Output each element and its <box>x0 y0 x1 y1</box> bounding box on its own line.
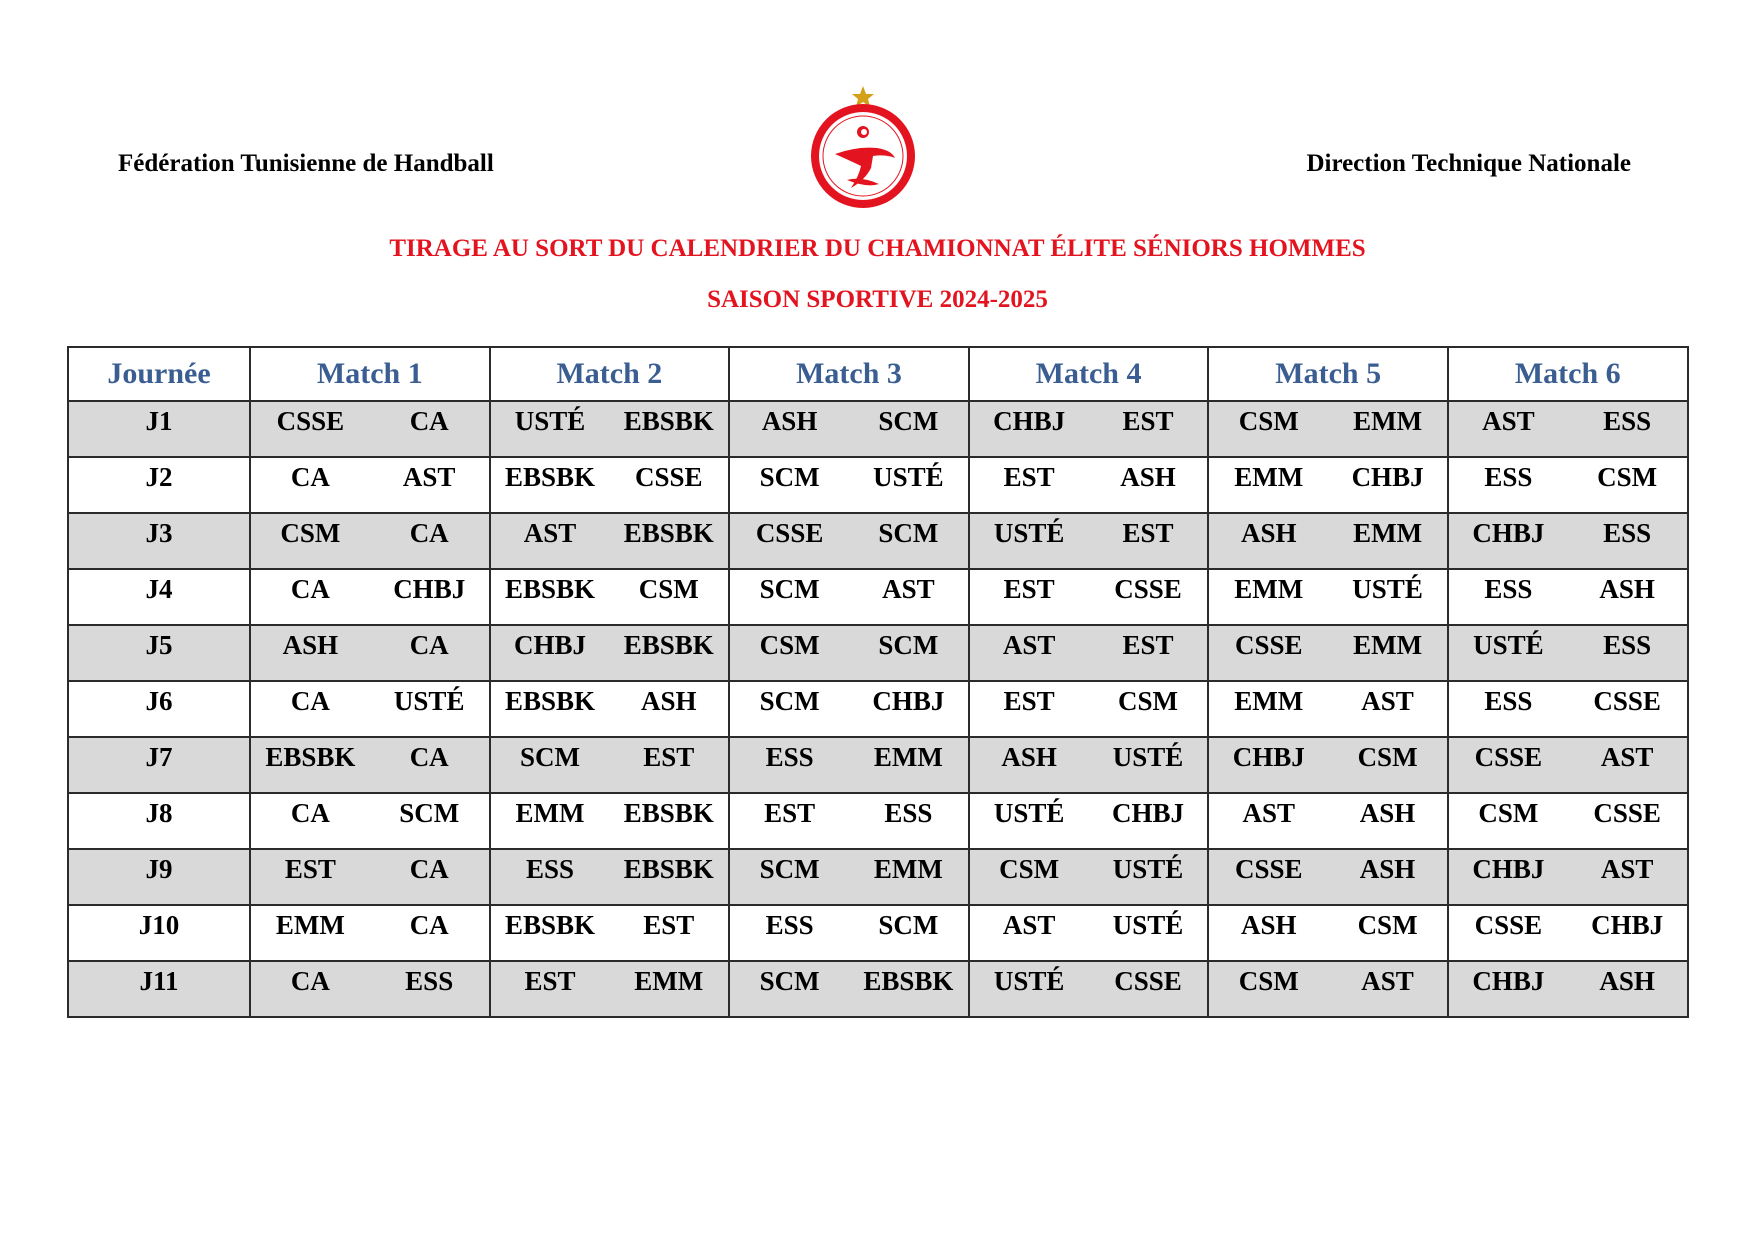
away-team-cell: USTÉ <box>1089 905 1209 961</box>
day-cell: J2 <box>68 457 250 513</box>
away-team-cell: ESS <box>1568 401 1688 457</box>
home-team-cell: AST <box>969 625 1089 681</box>
away-team-cell: CSSE <box>1089 569 1209 625</box>
home-team-cell: USTÉ <box>969 961 1089 1017</box>
away-team-cell: CSSE <box>1568 793 1688 849</box>
away-team-cell: ASH <box>1328 793 1448 849</box>
home-team-cell: SCM <box>729 457 849 513</box>
table-body <box>68 401 1688 1017</box>
home-team-cell: ESS <box>490 849 610 905</box>
away-team-cell: CA <box>370 737 490 793</box>
home-team-cell: SCM <box>729 961 849 1017</box>
home-team-cell: EBSBK <box>490 681 610 737</box>
away-team-cell: CA <box>370 401 490 457</box>
table-row <box>68 401 1688 457</box>
day-cell: J7 <box>68 737 250 793</box>
day-cell: J1 <box>68 401 250 457</box>
away-team-cell: ESS <box>370 961 490 1017</box>
away-team-cell: AST <box>849 569 969 625</box>
home-team-cell: CSSE <box>1448 737 1568 793</box>
away-team-cell: CSSE <box>609 457 729 513</box>
home-team-cell: CSSE <box>1448 905 1568 961</box>
away-team-cell: CHBJ <box>849 681 969 737</box>
home-team-cell: ESS <box>1448 457 1568 513</box>
day-cell: J10 <box>68 905 250 961</box>
away-team-cell: SCM <box>849 401 969 457</box>
home-team-cell: ESS <box>1448 681 1568 737</box>
table-row <box>68 625 1688 681</box>
away-team-cell: USTÉ <box>370 681 490 737</box>
fixtures-table <box>67 346 1689 1018</box>
season-subtitle: SAISON SPORTIVE 2024-2025 <box>707 286 1048 313</box>
home-team-cell: EMM <box>1208 681 1328 737</box>
home-team-cell: EST <box>490 961 610 1017</box>
home-team-cell: CSM <box>969 849 1089 905</box>
home-team-cell: ESS <box>729 905 849 961</box>
away-team-cell: ASH <box>1568 569 1688 625</box>
day-cell: J8 <box>68 793 250 849</box>
home-team-cell: AST <box>1208 793 1328 849</box>
home-team-cell: ASH <box>250 625 370 681</box>
home-team-cell: CA <box>250 793 370 849</box>
away-team-cell: USTÉ <box>1089 737 1209 793</box>
away-team-cell: CSM <box>1568 457 1688 513</box>
home-team-cell: USTÉ <box>969 793 1089 849</box>
home-team-cell: CSSE <box>729 513 849 569</box>
home-team-cell: CA <box>250 961 370 1017</box>
table-row <box>68 905 1688 961</box>
away-team-cell: USTÉ <box>1089 849 1209 905</box>
away-team-cell: USTÉ <box>849 457 969 513</box>
away-team-cell: EBSBK <box>609 401 729 457</box>
home-team-cell: CSSE <box>1208 625 1328 681</box>
ftb-emblem-icon <box>807 84 919 214</box>
home-team-cell: EMM <box>250 905 370 961</box>
away-team-cell: CA <box>370 625 490 681</box>
table-row <box>68 961 1688 1017</box>
document-title: TIRAGE AU SORT DU CALENDRIER DU CHAMIONNAT ÉLITE SÉNIORS HOMMES <box>389 235 1366 262</box>
home-team-cell: ESS <box>1448 569 1568 625</box>
away-team-cell: CA <box>370 905 490 961</box>
table-row <box>68 793 1688 849</box>
directorate-name: Direction Technique Nationale <box>1306 150 1631 177</box>
home-team-cell: CHBJ <box>490 625 610 681</box>
home-team-cell: USTÉ <box>490 401 610 457</box>
away-team-cell: CSM <box>609 569 729 625</box>
home-team-cell: ASH <box>1208 905 1328 961</box>
away-team-cell: ASH <box>1328 849 1448 905</box>
home-team-cell: EBSBK <box>490 569 610 625</box>
day-cell: J6 <box>68 681 250 737</box>
home-team-cell: ASH <box>969 737 1089 793</box>
home-team-cell: CHBJ <box>1448 513 1568 569</box>
home-team-cell: CSM <box>1208 401 1328 457</box>
home-team-cell: EMM <box>1208 457 1328 513</box>
home-team-cell: ESS <box>729 737 849 793</box>
column-header-match-1: Match 1 <box>250 347 490 401</box>
home-team-cell: USTÉ <box>1448 625 1568 681</box>
away-team-cell: CHBJ <box>370 569 490 625</box>
away-team-cell: EBSBK <box>609 513 729 569</box>
home-team-cell: USTÉ <box>969 513 1089 569</box>
away-team-cell: EST <box>609 737 729 793</box>
away-team-cell: CHBJ <box>1328 457 1448 513</box>
home-team-cell: CSM <box>729 625 849 681</box>
table-row <box>68 457 1688 513</box>
column-header-match-5: Match 5 <box>1208 347 1448 401</box>
federation-logo <box>807 84 919 214</box>
home-team-cell: AST <box>490 513 610 569</box>
home-team-cell: EBSBK <box>490 905 610 961</box>
column-header-match-3: Match 3 <box>729 347 969 401</box>
away-team-cell: AST <box>370 457 490 513</box>
home-team-cell: SCM <box>729 849 849 905</box>
away-team-cell: CHBJ <box>1568 905 1688 961</box>
away-team-cell: EST <box>1089 401 1209 457</box>
away-team-cell: AST <box>1568 737 1688 793</box>
away-team-cell: CSM <box>1328 905 1448 961</box>
day-cell: J3 <box>68 513 250 569</box>
away-team-cell: EST <box>1089 625 1209 681</box>
away-team-cell: SCM <box>849 513 969 569</box>
home-team-cell: EST <box>969 569 1089 625</box>
away-team-cell: EMM <box>1328 513 1448 569</box>
table-row <box>68 737 1688 793</box>
header-row <box>68 347 1688 401</box>
home-team-cell: CA <box>250 569 370 625</box>
away-team-cell: SCM <box>849 905 969 961</box>
column-header-match-4: Match 4 <box>969 347 1209 401</box>
home-team-cell: CA <box>250 457 370 513</box>
away-team-cell: CSSE <box>1089 961 1209 1017</box>
column-header-match-2: Match 2 <box>490 347 730 401</box>
home-team-cell: CA <box>250 681 370 737</box>
home-team-cell: CSM <box>1208 961 1328 1017</box>
away-team-cell: EBSBK <box>609 625 729 681</box>
away-team-cell: ESS <box>1568 625 1688 681</box>
away-team-cell: EST <box>609 905 729 961</box>
away-team-cell: EMM <box>609 961 729 1017</box>
day-cell: J11 <box>68 961 250 1017</box>
away-team-cell: ASH <box>609 681 729 737</box>
away-team-cell: ASH <box>1568 961 1688 1017</box>
home-team-cell: EST <box>250 849 370 905</box>
home-team-cell: CHBJ <box>1208 737 1328 793</box>
home-team-cell: CHBJ <box>1448 961 1568 1017</box>
away-team-cell: ESS <box>1568 513 1688 569</box>
away-team-cell: EMM <box>849 737 969 793</box>
home-team-cell: SCM <box>729 681 849 737</box>
table-row <box>68 681 1688 737</box>
away-team-cell: CA <box>370 513 490 569</box>
away-team-cell: EBSBK <box>609 793 729 849</box>
home-team-cell: CHBJ <box>1448 849 1568 905</box>
home-team-cell: EMM <box>1208 569 1328 625</box>
home-team-cell: EST <box>729 793 849 849</box>
away-team-cell: EMM <box>849 849 969 905</box>
home-team-cell: CSM <box>250 513 370 569</box>
away-team-cell: AST <box>1328 961 1448 1017</box>
home-team-cell: SCM <box>490 737 610 793</box>
table-row <box>68 569 1688 625</box>
home-team-cell: SCM <box>729 569 849 625</box>
home-team-cell: AST <box>969 905 1089 961</box>
table-header <box>68 347 1688 401</box>
home-team-cell: ASH <box>729 401 849 457</box>
home-team-cell: AST <box>1448 401 1568 457</box>
home-team-cell: EST <box>969 681 1089 737</box>
home-team-cell: ASH <box>1208 513 1328 569</box>
column-header-journee: Journée <box>68 347 250 401</box>
away-team-cell: SCM <box>849 625 969 681</box>
away-team-cell: CA <box>370 849 490 905</box>
away-team-cell: AST <box>1568 849 1688 905</box>
home-team-cell: EBSBK <box>490 457 610 513</box>
away-team-cell: ASH <box>1089 457 1209 513</box>
away-team-cell: CSSE <box>1568 681 1688 737</box>
away-team-cell: EBSBK <box>609 849 729 905</box>
table-row <box>68 849 1688 905</box>
away-team-cell: USTÉ <box>1328 569 1448 625</box>
away-team-cell: CSM <box>1089 681 1209 737</box>
away-team-cell: EST <box>1089 513 1209 569</box>
away-team-cell: CHBJ <box>1089 793 1209 849</box>
home-team-cell: EST <box>969 457 1089 513</box>
home-team-cell: CHBJ <box>969 401 1089 457</box>
away-team-cell: EMM <box>1328 625 1448 681</box>
column-header-match-6: Match 6 <box>1448 347 1688 401</box>
table-row <box>68 513 1688 569</box>
away-team-cell: AST <box>1328 681 1448 737</box>
day-cell: J4 <box>68 569 250 625</box>
home-team-cell: CSSE <box>1208 849 1328 905</box>
day-cell: J5 <box>68 625 250 681</box>
home-team-cell: CSM <box>1448 793 1568 849</box>
home-team-cell: CSSE <box>250 401 370 457</box>
away-team-cell: SCM <box>370 793 490 849</box>
day-cell: J9 <box>68 849 250 905</box>
away-team-cell: EMM <box>1328 401 1448 457</box>
away-team-cell: EBSBK <box>849 961 969 1017</box>
away-team-cell: ESS <box>849 793 969 849</box>
home-team-cell: EMM <box>490 793 610 849</box>
federation-name: Fédération Tunisienne de Handball <box>118 150 494 177</box>
home-team-cell: EBSBK <box>250 737 370 793</box>
away-team-cell: CSM <box>1328 737 1448 793</box>
